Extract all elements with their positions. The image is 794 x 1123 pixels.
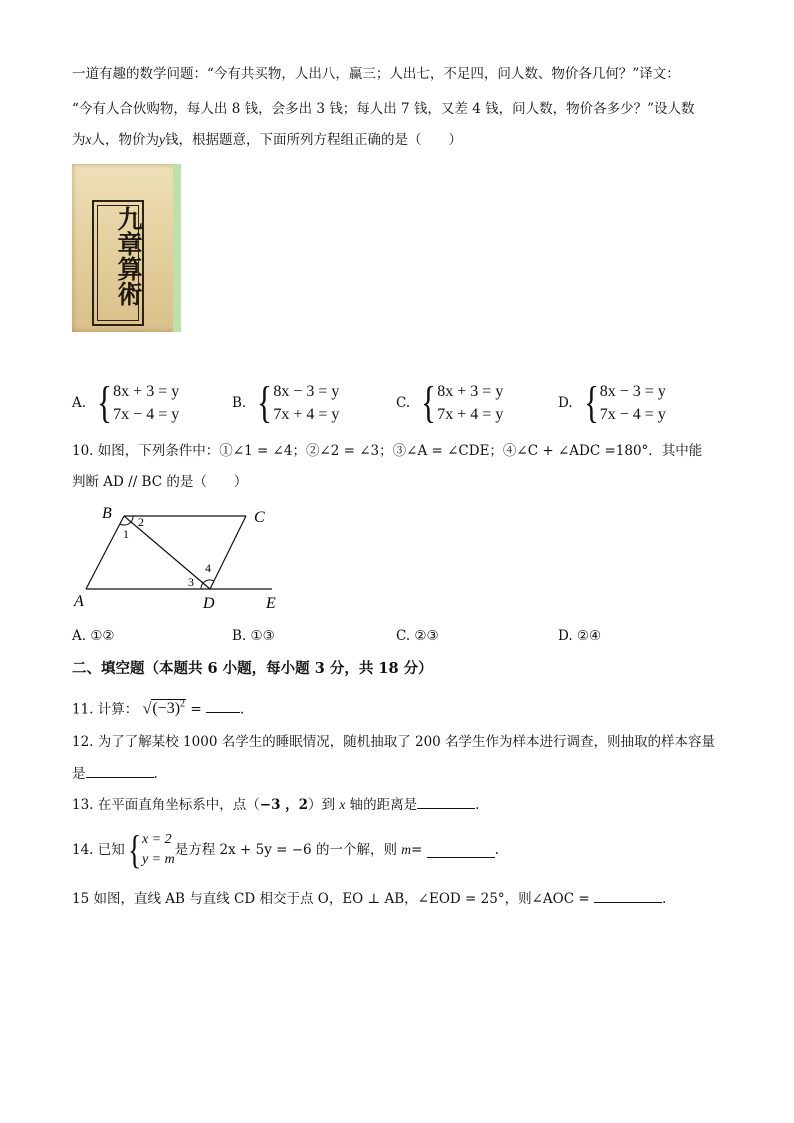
q14-var: m — [401, 842, 411, 857]
q13-axis: x — [339, 797, 346, 812]
equation-2: 7x − 4 = y — [113, 406, 180, 423]
angle-4-label: 4 — [205, 561, 211, 575]
angle-2-label: 2 — [138, 515, 144, 529]
book-title: 九章算術 — [114, 206, 143, 306]
q13-answer-blank[interactable] — [417, 794, 475, 809]
q9-line-3-post: 钱，根据题意，下面所列方程组正确的是（ ） — [165, 132, 462, 148]
q13-line — [72, 794, 479, 815]
brace-icon: { — [97, 378, 113, 427]
radicand: (−3) — [152, 700, 181, 718]
point-e-label: E — [266, 595, 276, 612]
q11-period: . — [239, 701, 245, 718]
angle-arc-1 — [120, 522, 131, 525]
q12-prefix: 是 — [72, 766, 86, 782]
q14-equals: = — [411, 842, 423, 858]
equation-2: 7x − 4 = y — [599, 406, 666, 423]
var-y: y — [159, 132, 165, 147]
q10-line-1: 10. 如图，下列条件中：①∠1 = ∠4；②∠2 = ∠3；③∠A = ∠CDE；④∠C + ∠ADC =180°．其中能 — [72, 443, 703, 459]
q15-line — [72, 888, 666, 909]
book-title-frame — [92, 200, 144, 326]
option-label: D. — [558, 395, 573, 411]
angle-1-label: 1 — [123, 527, 129, 541]
point-d-label: D — [203, 595, 215, 612]
q14-system — [142, 830, 175, 870]
q14-answer-blank[interactable] — [427, 843, 495, 858]
q11-prefix: 11. 计算： — [72, 701, 139, 718]
q13-prefix: 13. 在平面直角坐标系中，点（ — [72, 797, 260, 813]
q15-text: 15 如图，直线 AB 与直线 CD 相交于点 O，EO ⊥ AB，∠EOD = 25°，则∠AOC = — [72, 891, 590, 907]
q12-line-1: 12. 为了了解某校 1000 名学生的睡眠情况，随机抽取了 200 名学生作为样本进行调查，则抽取的样本容量 — [72, 734, 716, 750]
q13-point: −3 ，2 — [259, 797, 309, 813]
point-b-label: B — [102, 505, 112, 522]
option-label: C. — [396, 395, 411, 411]
brace-icon: { — [583, 378, 599, 427]
var-x: x — [85, 132, 92, 147]
q10-option-d[interactable]: D. ②④ — [558, 628, 602, 644]
q10-option-c[interactable]: C. ②③ — [396, 628, 439, 644]
angle-arc-3 — [201, 583, 203, 589]
q13-suffix: 轴的距离是 — [349, 797, 418, 813]
q12-line-2 — [72, 763, 158, 784]
equation-1: 8x − 3 = y — [599, 383, 666, 400]
angle-3-label: 3 — [188, 575, 194, 589]
point-a-label: A — [74, 593, 84, 610]
q12-period: . — [153, 766, 158, 782]
brace-icon: { — [127, 827, 142, 872]
q11-line — [72, 695, 244, 719]
q14-line — [72, 828, 499, 872]
q15-period: . — [661, 891, 667, 907]
q10-option-b[interactable]: B. ①③ — [232, 628, 275, 644]
exponent: 2 — [180, 699, 186, 710]
equation-1: 8x + 3 = y — [113, 383, 180, 400]
q13-period: . — [475, 797, 480, 813]
q11-equals: = — [186, 701, 202, 718]
parallelogram-figure — [72, 500, 292, 615]
q9-line-1: 一道有趣的数学问题：“今有共买物，人出八，赢三；人出七，不足四，问人数、物价各几何？”译文： — [72, 66, 680, 82]
option-label: A. — [72, 395, 87, 411]
angle-arc-4 — [203, 580, 214, 583]
q14-prefix: 14. 已知 — [72, 842, 125, 858]
q13-mid: ）到 — [308, 797, 336, 813]
q9-line-3-pre: 为 — [72, 132, 86, 148]
q14-mid: 是方程 2x + 5y = −6 的一个解，则 — [174, 842, 397, 858]
q11-answer-blank[interactable] — [206, 698, 240, 713]
q9-line-2: “今有人合伙购物，每人出 8 钱，会多出 3 钱；每人出 7 钱，又差 4 钱，问人数，物价各多少？”设人数 — [72, 101, 695, 117]
brace-icon: { — [421, 378, 437, 427]
book-edge — [173, 164, 181, 332]
equation-1: 8x + 3 = y — [437, 383, 504, 400]
equation-1: x = 2 — [141, 832, 172, 847]
q10-option-a[interactable]: A. ①② — [72, 628, 115, 644]
q10-line-2: 判断 AD // BC 的是（ ） — [72, 474, 248, 490]
equation-1: 8x − 3 = y — [273, 383, 340, 400]
equation-2: y = m — [141, 852, 175, 867]
q15-answer-blank[interactable] — [594, 888, 662, 903]
q12-answer-blank[interactable] — [86, 763, 154, 778]
segment-bd — [124, 516, 210, 589]
section-2-title: 二、填空题（本题共 6 小题，每小题 3 分，共 18 分） — [72, 660, 433, 677]
segment-cd — [210, 516, 246, 589]
point-c-label: C — [254, 509, 265, 526]
angle-arc-2 — [131, 516, 133, 522]
brace-icon: { — [257, 378, 273, 427]
option-label: B. — [232, 395, 247, 411]
segment-ab — [86, 516, 124, 589]
equation-2: 7x + 4 = y — [273, 406, 340, 423]
sqrt-expression: $√(-3)^2$ — [142, 699, 186, 718]
jiuzhang-suanshu-book-image — [72, 164, 181, 332]
q9-line-3-mid: 人，物价为 — [91, 132, 159, 148]
q9-line-3 — [72, 130, 462, 150]
equation-2: 7x + 4 = y — [437, 406, 504, 423]
q14-period: . — [494, 842, 499, 858]
